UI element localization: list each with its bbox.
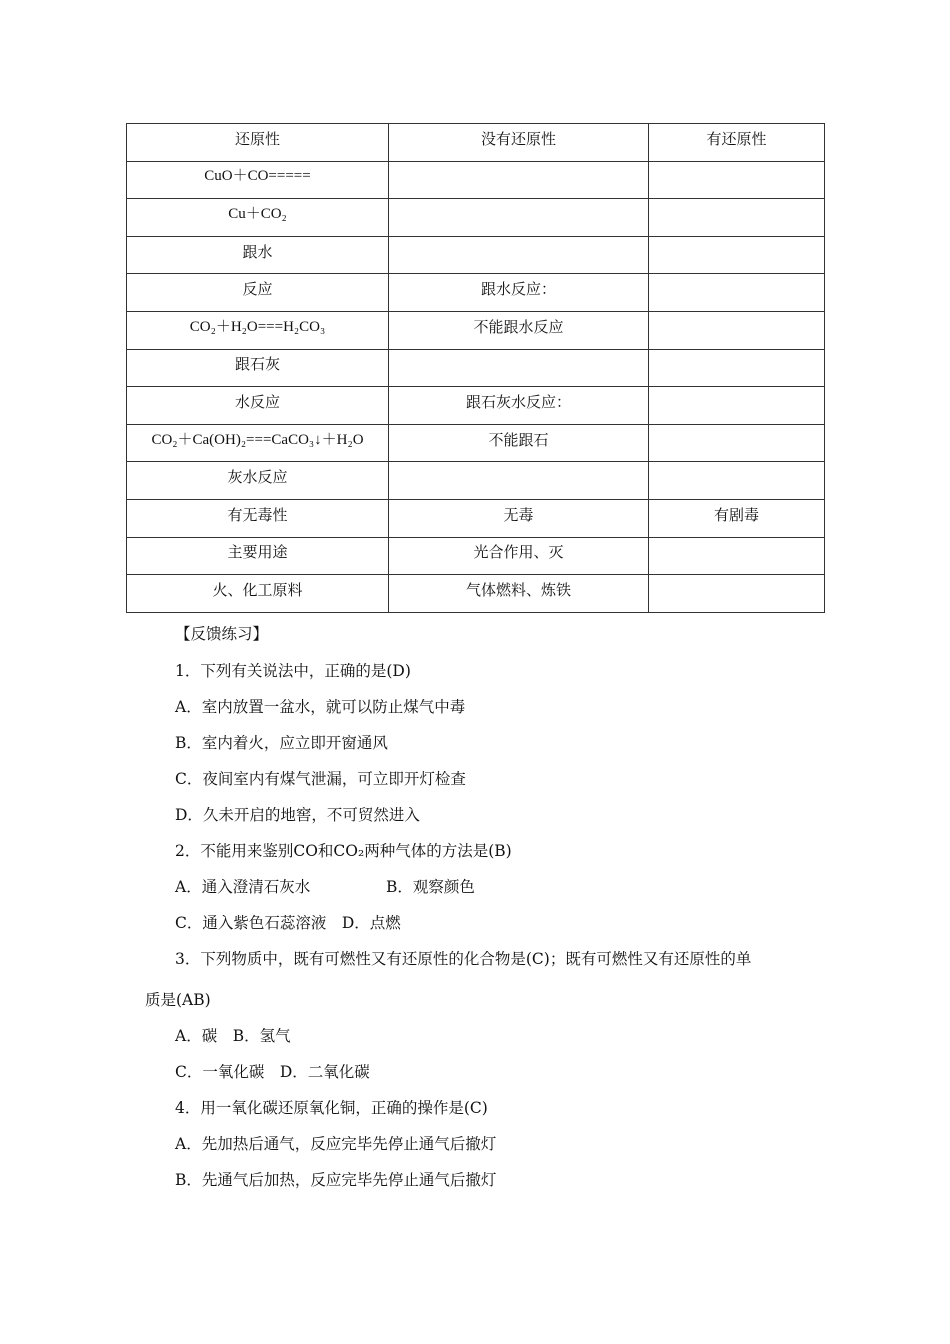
table-cell: CuO＋CO===== xyxy=(127,161,389,199)
table-cell xyxy=(649,311,825,349)
table-cell xyxy=(649,575,825,613)
table-cell xyxy=(389,462,649,500)
table-cell xyxy=(649,199,825,237)
question-3-options-cd: C．一氧化碳 D．二氧化碳 xyxy=(175,1063,370,1081)
comparison-table xyxy=(126,123,825,613)
question-1: 1．下列有关说法中，正确的是(D) xyxy=(175,662,411,680)
table-cell: 气体燃料、炼铁 xyxy=(389,575,649,613)
table-row xyxy=(127,537,825,575)
table-row xyxy=(127,274,825,312)
table-row xyxy=(127,236,825,274)
table-cell: 有无毒性 xyxy=(127,499,389,537)
question-3-options-ab: A．碳 B．氢气 xyxy=(175,1027,291,1045)
table-cell: 还原性 xyxy=(127,124,389,162)
table-row xyxy=(127,499,825,537)
table-cell: 火、化工原料 xyxy=(127,575,389,613)
question-3-line-2: 质是(AB) xyxy=(145,991,211,1009)
table-cell: 没有还原性 xyxy=(389,124,649,162)
table-cell: 不能跟水反应 xyxy=(389,311,649,349)
table-row xyxy=(127,199,825,237)
question-4-option-b: B．先通气后加热，反应完毕先停止通气后撤灯 xyxy=(175,1171,497,1189)
question-1-option-a: A．室内放置一盆水，就可以防止煤气中毒 xyxy=(175,698,466,716)
table-cell xyxy=(389,161,649,199)
table-cell: CO₂＋H₂O===H₂CO₃ xyxy=(127,311,389,349)
practice-heading: 【反馈练习】 xyxy=(175,625,269,643)
table-cell: CO₂＋Ca(OH)₂===CaCO₃↓＋H₂O xyxy=(127,424,389,462)
question-4: 4．用一氧化碳还原氧化铜，正确的操作是(C) xyxy=(175,1099,488,1117)
table-cell xyxy=(649,349,825,387)
table-cell: 灰水反应 xyxy=(127,462,389,500)
table-row xyxy=(127,424,825,462)
table-row xyxy=(127,161,825,199)
table-cell xyxy=(649,274,825,312)
table-cell: 反应 xyxy=(127,274,389,312)
table-cell: 跟石灰 xyxy=(127,349,389,387)
table-cell xyxy=(389,349,649,387)
table-cell xyxy=(389,199,649,237)
table-body xyxy=(127,124,825,613)
table-cell xyxy=(649,462,825,500)
question-2-option-a: A．通入澄清石灰水 xyxy=(175,878,311,896)
question-2: 2．不能用来鉴别CO和CO₂两种气体的方法是(B) xyxy=(175,842,512,860)
table-cell: 主要用途 xyxy=(127,537,389,575)
table-cell: 有剧毒 xyxy=(649,499,825,537)
question-2-option-b: B．观察颜色 xyxy=(386,878,475,896)
table-cell: 无毒 xyxy=(389,499,649,537)
table-cell xyxy=(649,537,825,575)
question-1-option-d: D．久未开启的地窖，不可贸然进入 xyxy=(175,806,420,824)
question-1-option-b: B．室内着火，应立即开窗通风 xyxy=(175,734,388,752)
question-2-options-cd: C．通入紫色石蕊溶液 D．点燃 xyxy=(175,914,401,932)
table-cell: 跟石灰水反应： xyxy=(389,387,649,425)
table-cell: Cu＋CO₂ xyxy=(127,199,389,237)
table-cell: 不能跟石 xyxy=(389,424,649,462)
question-1-option-c: C．夜间室内有煤气泄漏，可立即开灯检查 xyxy=(175,770,466,788)
table-cell: 跟水反应： xyxy=(389,274,649,312)
table-row xyxy=(127,387,825,425)
table-cell: 有还原性 xyxy=(649,124,825,162)
table-cell: 水反应 xyxy=(127,387,389,425)
question-4-option-a: A．先加热后通气，反应完毕先停止通气后撤灯 xyxy=(175,1135,497,1153)
table-cell xyxy=(649,236,825,274)
table-cell xyxy=(649,387,825,425)
table-row xyxy=(127,349,825,387)
table-cell: 跟水 xyxy=(127,236,389,274)
table-row xyxy=(127,462,825,500)
table-cell: 光合作用、灭 xyxy=(389,537,649,575)
table-row xyxy=(127,575,825,613)
question-3-line-1: 3．下列物质中，既有可燃性又有还原性的化合物是(C)；既有可燃性又有还原性的单 xyxy=(175,950,752,968)
table-row xyxy=(127,124,825,162)
table-cell xyxy=(649,161,825,199)
table-cell xyxy=(389,236,649,274)
table-row xyxy=(127,311,825,349)
table-cell xyxy=(649,424,825,462)
